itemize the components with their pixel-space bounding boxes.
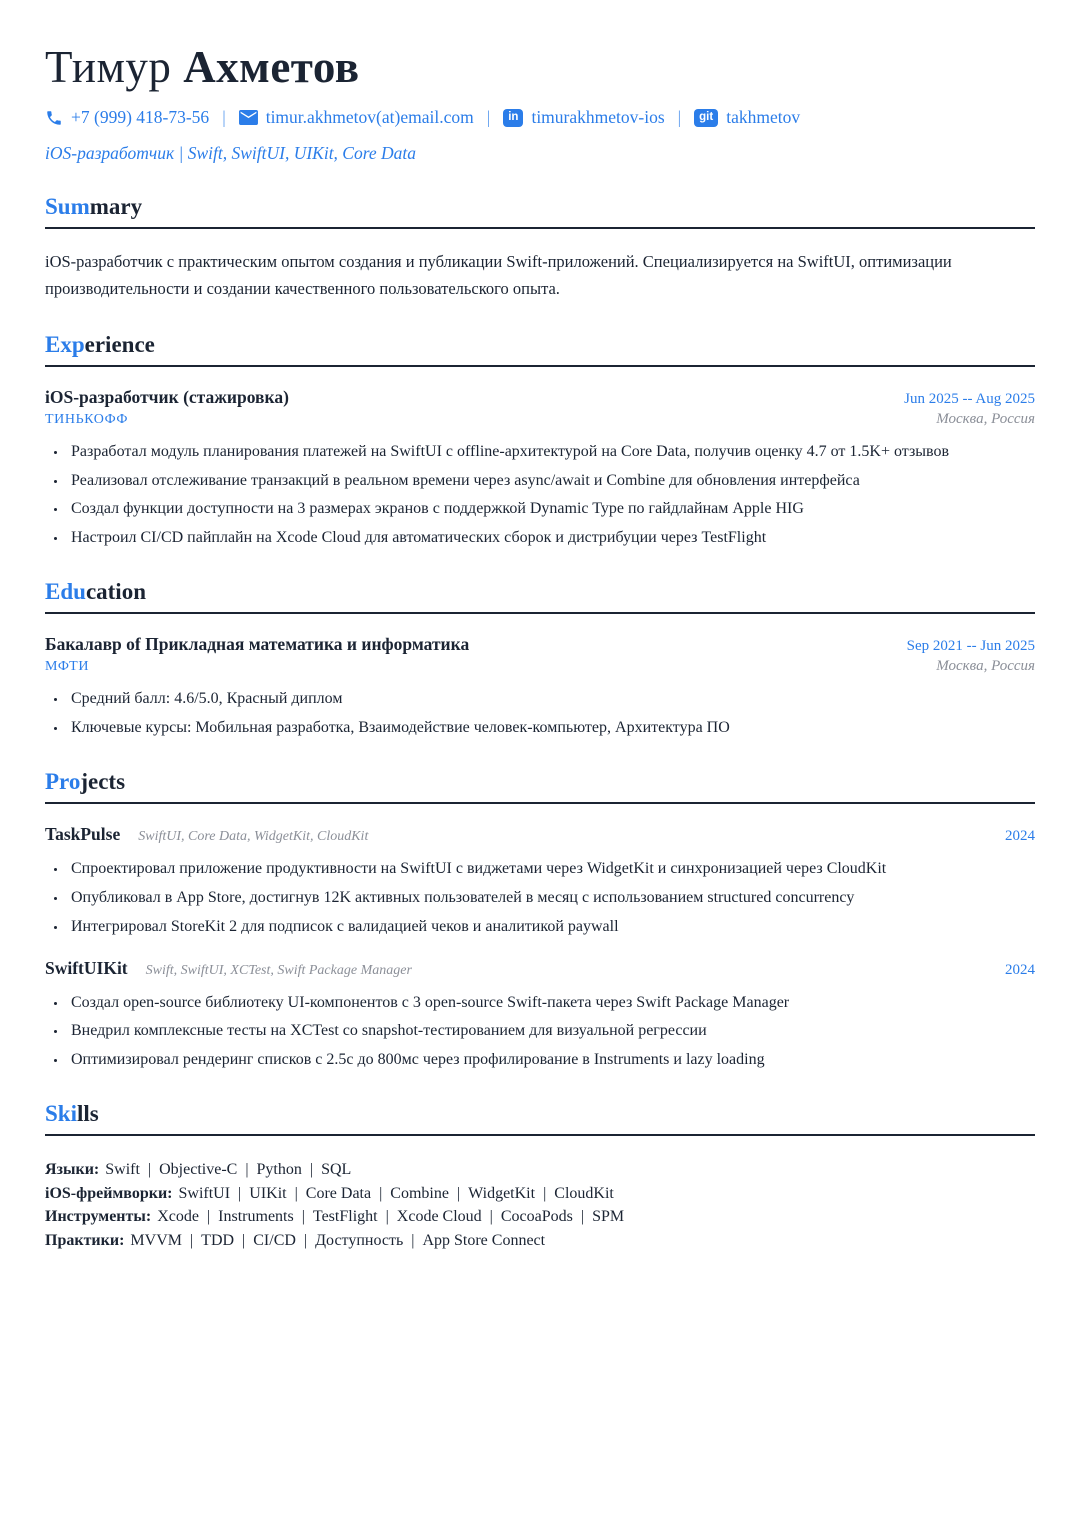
last-name: Ахметов: [183, 42, 360, 92]
linkedin-handle: timurakhmetov-ios: [531, 107, 665, 128]
skill-row: [45, 1158, 1035, 1182]
project-bullet-list: [51, 991, 1035, 1072]
github-handle: takhmetov: [726, 107, 801, 128]
heading-accent: Ski: [45, 1101, 77, 1127]
skill-items: Swift | Objective-C | Python | SQL: [105, 1161, 352, 1179]
contact-row: [45, 107, 1035, 128]
phone-link[interactable]: [45, 107, 209, 128]
contact-separator: |: [677, 107, 682, 128]
school-name: МФТИ: [45, 659, 90, 675]
education-dates: Sep 2021 -- Jun 2025: [906, 638, 1035, 655]
bullet-item: • Интегрировал StoreKit 2 для подписок с валидацией чеков и аналитикой paywall: [67, 915, 1035, 938]
education-entry: [45, 634, 1035, 739]
bullet-item: • Ключевые курсы: Мобильная разработка, Взаимодействие человек-компьютер, Архитектура ПО: [67, 716, 1035, 739]
degree-title: Бакалавр of Прикладная математика и информатика: [45, 634, 470, 655]
skill-items: SwiftUI | UIKit | Core Data | Combine | WidgetKit | CloudKit: [178, 1184, 614, 1202]
linkedin-link[interactable]: [503, 107, 664, 128]
section-heading-projects: [45, 769, 1035, 804]
project-entry: [45, 958, 1035, 1072]
section-heading-skills: [45, 1101, 1035, 1136]
heading-rest: lls: [76, 1101, 99, 1127]
email-address: timur.akhmetov(at)email.com: [265, 107, 474, 128]
phone-number: +7 (999) 418-73-56: [71, 107, 210, 128]
github-link[interactable]: [694, 107, 800, 128]
heading-accent: Exp: [45, 332, 85, 358]
heading-accent: Sum: [45, 194, 90, 220]
section-heading-education: [45, 579, 1035, 614]
education-bullet-list: [51, 687, 1035, 739]
bullet-item: • Создал open-source библиотеку UI-компонентов с 3 open-source Swift-пакета через Swift Package Manager: [67, 991, 1035, 1014]
project-bullet-list: [51, 857, 1035, 938]
skill-category-label: Практики:: [45, 1231, 125, 1249]
linkedin-icon: in: [503, 109, 523, 127]
phone-icon: [45, 109, 63, 127]
project-tech: SwiftUI, Core Data, WidgetKit, CloudKit: [138, 829, 369, 845]
project-name: SwiftUIKit: [45, 957, 128, 978]
bullet-item: • Настроил CI/CD пайплайн на Xcode Cloud для автоматических сборок и дистрибуции через TestFlight: [67, 526, 1035, 549]
heading-rest: jects: [80, 769, 126, 795]
bullet-item: • Разработал модуль планирования платежей на SwiftUI с offline-архитектурой на Core Data, получив оценку 4.7 от 1.5K+ отзывов: [67, 440, 1035, 463]
email-icon: [239, 110, 258, 125]
skill-row: [45, 1182, 1035, 1206]
bullet-item: • Спроектировал приложение продуктивности на SwiftUI с виджетами через WidgetKit и синхронизацией через CloudKit: [67, 857, 1035, 880]
summary-text: iOS-разработчик с практическим опытом создания и публикации Swift-приложений. Специализируется на SwiftUI, оптимизации производительности и создании качественного пользовательского опыта.: [45, 252, 952, 298]
skill-items: Xcode | Instruments | TestFlight | Xcode Cloud | CocoaPods | SPM: [157, 1208, 625, 1226]
experience-entry: [45, 387, 1035, 549]
bullet-item: • Оптимизировал рендеринг списков с 2.5с до 800мс через профилирование в Instruments и lazy loading: [67, 1048, 1035, 1071]
skills-block: [45, 1158, 1035, 1252]
bullet-item: • Реализовал отслеживание транзакций в реальном времени через async/await и Combine для обновления интерфейса: [67, 469, 1035, 492]
heading-rest: mary: [89, 194, 143, 220]
job-title: iOS-разработчик (стажировка): [45, 387, 289, 408]
tagline: iOS-разработчик | Swift, SwiftUI, UIKit, Core Data: [45, 143, 417, 164]
page-title: [45, 44, 1035, 91]
project-name: TaskPulse: [45, 824, 121, 845]
job-location: Москва, Россия: [936, 411, 1035, 428]
heading-rest: cation: [85, 579, 146, 605]
project-year: 2024: [1005, 961, 1035, 978]
bullet-item: • Внедрил комплексные тесты на XCTest со snapshot-тестированием для визуальной регрессии: [67, 1019, 1035, 1042]
git-icon: git: [694, 109, 718, 127]
company-name: ТИНЬКОФФ: [45, 412, 129, 428]
section-heading-experience: [45, 332, 1035, 367]
job-bullet-list: [51, 440, 1035, 549]
bullet-item: • Создал функции доступности на 3 размерах экранов с поддержкой Dynamic Type по гайдлайнам Apple HIG: [67, 497, 1035, 520]
skill-row: [45, 1205, 1035, 1229]
project-entry: [45, 824, 1035, 938]
bullet-item: • Опубликовал в App Store, достигнув 12K активных пользователей в месяц с использованием structured concurrency: [67, 886, 1035, 909]
email-link[interactable]: [239, 107, 474, 128]
project-tech: Swift, SwiftUI, XCTest, Swift Package Manager: [145, 962, 412, 978]
project-year: 2024: [1005, 828, 1035, 845]
section-heading-summary: [45, 194, 1035, 229]
skill-row: [45, 1229, 1035, 1253]
heading-rest: erience: [84, 332, 155, 358]
bullet-item: • Средний балл: 4.6/5.0, Красный диплом: [67, 687, 1035, 710]
contact-separator: |: [486, 107, 491, 128]
skill-category-label: iOS-фреймворки:: [45, 1184, 173, 1202]
skill-items: MVVM | TDD | CI/CD | Доступность | App Store Connect: [130, 1231, 546, 1249]
skill-category-label: Инструменты:: [45, 1208, 152, 1226]
heading-accent: Edu: [45, 579, 86, 605]
heading-accent: Pro: [45, 769, 81, 795]
education-location: Москва, Россия: [936, 658, 1035, 675]
contact-separator: |: [222, 107, 226, 128]
first-name: Тимур: [45, 42, 172, 92]
job-dates: Jun 2025 -- Aug 2025: [904, 391, 1035, 408]
skill-category-label: Языки:: [45, 1161, 100, 1179]
